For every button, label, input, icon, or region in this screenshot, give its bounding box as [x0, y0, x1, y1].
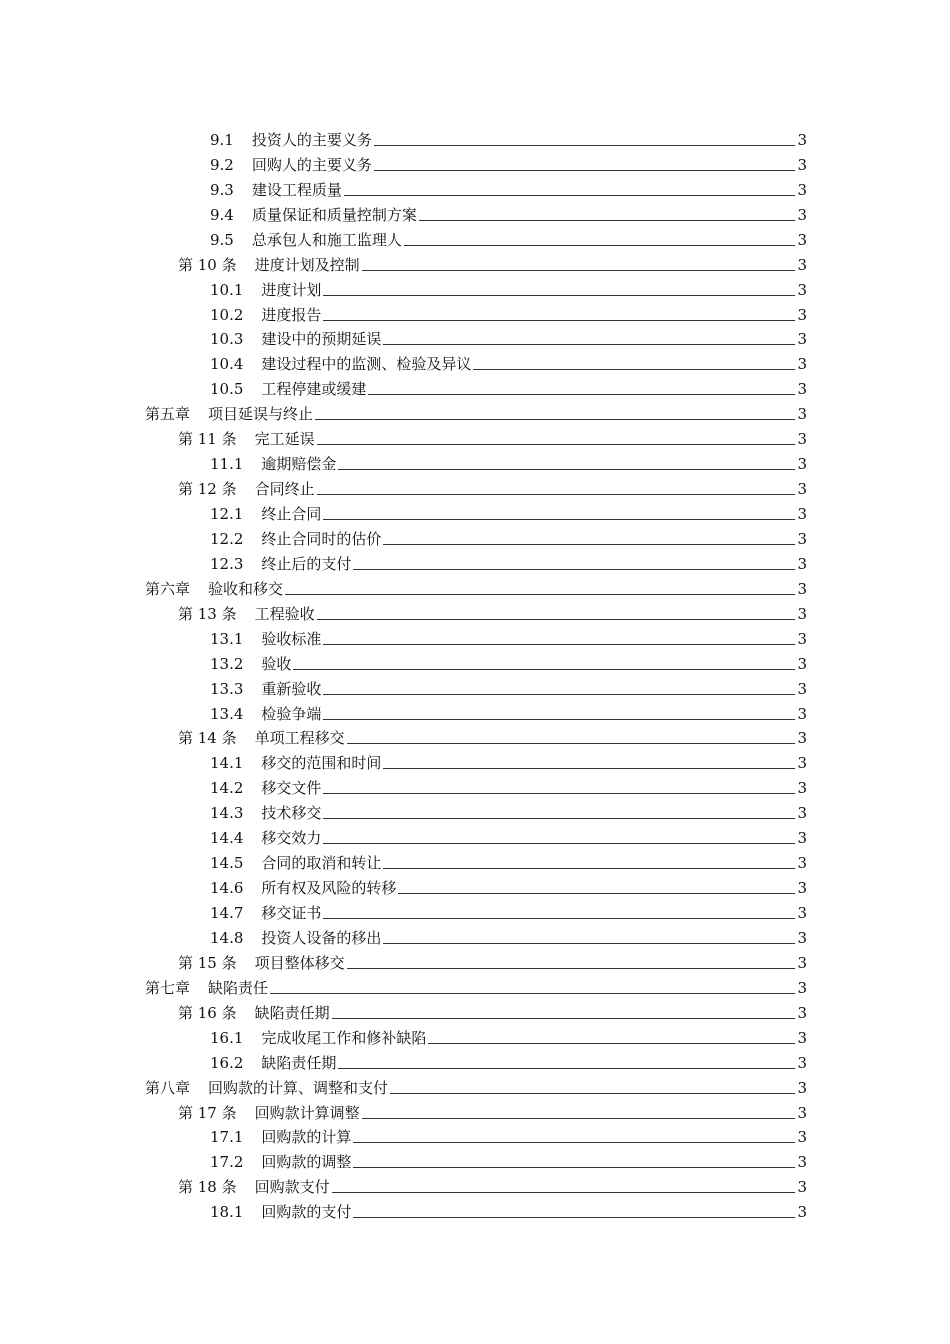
toc-entry-title: 建设过程中的监测、检验及异议: [261, 355, 472, 374]
toc-leader-line: [383, 768, 795, 769]
toc-page-number: 3: [797, 205, 807, 224]
toc-section-entry[interactable]: [0, 498, 950, 523]
toc-section-entry[interactable]: [0, 348, 950, 373]
toc-leader-line: [315, 419, 795, 420]
toc-entry-number: 14.6: [210, 879, 244, 898]
toc-entry-number: 10.1: [210, 280, 244, 299]
toc-page-number: 3: [797, 978, 807, 997]
toc-leader-line: [323, 694, 795, 695]
toc-entry-number: 第 18 条: [178, 1178, 237, 1197]
toc-article-entry[interactable]: [0, 598, 950, 623]
toc-section-entry[interactable]: [0, 174, 950, 199]
toc-leader-line: [428, 1043, 795, 1044]
toc-leader-line: [344, 195, 796, 196]
toc-page-number: 3: [797, 330, 807, 349]
toc-leader-line: [383, 344, 795, 345]
toc-page-number: 3: [797, 505, 807, 523]
toc-entry-title: 回购款的调整: [261, 1153, 352, 1172]
toc-section-entry[interactable]: [0, 299, 950, 324]
toc-section-entry[interactable]: [0, 648, 950, 673]
toc-entry-title: 总承包人和施工监理人: [251, 230, 402, 249]
toc-page-number: 3: [797, 1103, 807, 1122]
toc-section-entry[interactable]: [0, 1047, 950, 1072]
toc-entry-number: 第 10 条: [178, 255, 237, 274]
toc-entry-number: 第 17 条: [178, 1103, 237, 1122]
toc-section-entry[interactable]: [0, 797, 950, 822]
toc-entry-number: 12.1: [210, 505, 244, 523]
toc-entry-title: 移交的范围和时间: [261, 754, 382, 773]
toc-entry-title: 进度计划及控制: [254, 255, 360, 274]
toc-entry-number: 17.1: [210, 1128, 244, 1147]
toc-page-number: 3: [797, 130, 807, 149]
toc-page-number: 3: [797, 804, 807, 823]
toc-entry-title: 投资人设备的移出: [261, 928, 382, 947]
toc-chapter-entry[interactable]: [0, 972, 950, 997]
toc-entry-number: 第 13 条: [178, 604, 237, 623]
toc-leader-line: [374, 170, 796, 171]
toc-page-number: 3: [797, 1003, 807, 1022]
toc-entry-title: 单项工程移交: [254, 729, 345, 748]
toc-entry-title: 逾期赔偿金: [261, 455, 337, 474]
toc-leader-line: [347, 743, 796, 744]
toc-entry-number: 9.3: [210, 180, 234, 199]
toc-page-number: 3: [797, 1203, 807, 1222]
toc-leader-line: [323, 793, 795, 794]
toc-entry-title: 合同终止: [254, 480, 315, 499]
toc-section-entry[interactable]: [0, 199, 950, 224]
toc-section-entry[interactable]: [0, 448, 950, 473]
toc-page-number: 3: [797, 180, 807, 199]
toc-entry-title: 工程验收: [254, 604, 315, 623]
toc-leader-line: [323, 320, 795, 321]
toc-page-number: 3: [797, 904, 807, 922]
toc-section-entry[interactable]: [0, 523, 950, 548]
toc-entry-number: 14.7: [210, 904, 244, 922]
toc-leader-line: [383, 544, 795, 545]
toc-entry-number: 16.1: [210, 1028, 244, 1047]
toc-entry-number: 第 11 条: [178, 430, 237, 449]
toc-entry-title: 终止合同时的估价: [261, 529, 382, 548]
toc-section-entry[interactable]: [0, 897, 950, 922]
toc-page-number: 3: [797, 679, 807, 698]
toc-page-number: 3: [797, 754, 807, 773]
toc-leader-line: [390, 1093, 795, 1094]
toc-entry-title: 建设中的预期延误: [261, 330, 382, 349]
toc-leader-line: [383, 868, 795, 869]
toc-chapter-entry[interactable]: [0, 1072, 950, 1097]
toc-entry-title: 回购款的支付: [261, 1203, 352, 1222]
toc-entry-title: 建设工程质量: [251, 180, 342, 199]
toc-entry-title: 验收和移交: [208, 579, 284, 598]
toc-article-entry[interactable]: [0, 947, 950, 972]
toc-article-entry[interactable]: [0, 1097, 950, 1122]
toc-page-number: 3: [797, 455, 807, 474]
toc-entry-title: 合同的取消和转让: [261, 854, 382, 873]
toc-page-number: 3: [797, 1028, 807, 1047]
toc-leader-line: [285, 594, 795, 595]
toc-page-number: 3: [797, 255, 807, 274]
toc-page-number: 3: [797, 604, 807, 623]
toc-entry-title: 回购人的主要义务: [251, 155, 372, 174]
toc-page-number: 3: [797, 380, 807, 399]
table-of-contents: [0, 124, 950, 1221]
toc-leader-line: [353, 1142, 795, 1143]
toc-page-number: 3: [797, 629, 807, 648]
toc-entry-number: 13.4: [210, 704, 244, 723]
toc-leader-line: [323, 818, 795, 819]
toc-leader-line: [353, 1167, 795, 1168]
toc-page-number: 3: [797, 554, 807, 573]
toc-chapter-entry[interactable]: [0, 398, 950, 423]
toc-entry-title: 工程停建或缓建: [261, 380, 367, 399]
toc-leader-line: [332, 1018, 796, 1019]
toc-entry-number: 13.2: [210, 654, 244, 673]
toc-entry-title: 缺陷责任: [208, 978, 269, 997]
toc-leader-line: [323, 295, 795, 296]
toc-page-number: 3: [797, 529, 807, 548]
toc-leader-line: [317, 619, 796, 620]
toc-entry-number: 12.3: [210, 554, 244, 573]
toc-leader-line: [323, 918, 795, 919]
toc-entry-title: 项目整体移交: [254, 953, 345, 972]
toc-entry-number: 9.1: [210, 130, 234, 149]
toc-entry-number: 第六章: [145, 579, 191, 598]
toc-entry-title: 完成收尾工作和修补缺陷: [261, 1028, 427, 1047]
toc-page-number: 3: [797, 305, 807, 324]
toc-article-entry[interactable]: [0, 1171, 950, 1196]
toc-entry-number: 14.3: [210, 804, 244, 823]
toc-leader-line: [419, 220, 796, 221]
toc-page-number: 3: [797, 1178, 807, 1197]
toc-article-entry[interactable]: [0, 723, 950, 748]
toc-section-entry[interactable]: [0, 373, 950, 398]
toc-entry-number: 第 14 条: [178, 729, 237, 748]
toc-entry-title: 完工延误: [254, 430, 315, 449]
toc-section-entry[interactable]: [0, 1146, 950, 1171]
toc-leader-line: [398, 893, 795, 894]
toc-entry-title: 检验争端: [261, 704, 322, 723]
toc-section-entry[interactable]: [0, 274, 950, 299]
toc-section-entry[interactable]: [0, 922, 950, 947]
toc-section-entry[interactable]: [0, 822, 950, 847]
toc-leader-line: [347, 968, 796, 969]
toc-leader-line: [317, 494, 796, 495]
toc-section-entry[interactable]: [0, 623, 950, 648]
toc-entry-title: 验收: [261, 654, 292, 673]
toc-article-entry[interactable]: [0, 997, 950, 1022]
toc-entry-number: 第七章: [145, 978, 191, 997]
toc-article-entry[interactable]: [0, 249, 950, 274]
toc-entry-number: 16.2: [210, 1053, 244, 1072]
toc-entry-title: 回购款的计算、调整和支付: [208, 1078, 389, 1097]
toc-section-entry[interactable]: [0, 124, 950, 149]
toc-entry-number: 17.2: [210, 1153, 244, 1172]
toc-section-entry[interactable]: [0, 747, 950, 772]
toc-page-number: 3: [797, 854, 807, 873]
toc-entry-number: 第 15 条: [178, 953, 237, 972]
toc-leader-line: [368, 394, 795, 395]
toc-page-number: 3: [797, 480, 807, 499]
toc-page-number: 3: [797, 1153, 807, 1172]
toc-leader-line: [338, 469, 795, 470]
toc-page-number: 3: [797, 280, 807, 299]
toc-article-entry[interactable]: [0, 423, 950, 448]
toc-page-number: 3: [797, 1053, 807, 1072]
toc-entry-number: 9.4: [210, 205, 234, 224]
toc-leader-line: [323, 519, 795, 520]
toc-leader-line: [293, 669, 795, 670]
toc-page-number: 3: [797, 355, 807, 374]
toc-page-number: 3: [797, 1078, 807, 1097]
toc-entry-title: 回购款计算调整: [254, 1103, 360, 1122]
toc-entry-number: 10.2: [210, 305, 244, 324]
toc-leader-line: [383, 943, 795, 944]
toc-entry-number: 13.3: [210, 679, 244, 698]
toc-page-number: 3: [797, 155, 807, 174]
toc-entry-title: 进度报告: [261, 305, 322, 324]
toc-chapter-entry[interactable]: [0, 573, 950, 598]
toc-section-entry[interactable]: [0, 324, 950, 349]
toc-section-entry[interactable]: [0, 1122, 950, 1147]
toc-leader-line: [353, 569, 795, 570]
toc-entry-title: 移交证书: [261, 904, 322, 922]
toc-entry-number: 9.5: [210, 230, 234, 249]
toc-entry-title: 项目延误与终止: [208, 405, 314, 424]
toc-section-entry[interactable]: [0, 847, 950, 872]
toc-leader-line: [270, 993, 795, 994]
toc-entry-title: 回购款支付: [254, 1178, 330, 1197]
toc-page-number: 3: [797, 729, 807, 748]
toc-page-number: 3: [797, 654, 807, 673]
toc-leader-line: [473, 369, 795, 370]
toc-entry-title: 验收标准: [261, 629, 322, 648]
toc-entry-number: 10.5: [210, 380, 244, 399]
toc-section-entry[interactable]: [0, 149, 950, 174]
toc-page-number: 3: [797, 405, 807, 424]
toc-section-entry[interactable]: [0, 673, 950, 698]
toc-page-number: 3: [797, 829, 807, 848]
toc-entry-number: 14.2: [210, 779, 244, 798]
toc-entry-number: 第 12 条: [178, 480, 237, 499]
toc-section-entry[interactable]: [0, 698, 950, 723]
toc-leader-line: [362, 1118, 796, 1119]
toc-page-number: 3: [797, 1128, 807, 1147]
toc-entry-title: 质量保证和质量控制方案: [251, 205, 417, 224]
toc-entry-title: 缺陷责任期: [261, 1053, 337, 1072]
toc-section-entry[interactable]: [0, 1196, 950, 1221]
toc-leader-line: [323, 719, 795, 720]
toc-page-number: 3: [797, 953, 807, 972]
toc-entry-number: 第五章: [145, 405, 191, 424]
toc-entry-title: 重新验收: [261, 679, 322, 698]
toc-entry-number: 第八章: [145, 1078, 191, 1097]
toc-page-number: 3: [797, 779, 807, 798]
toc-entry-number: 12.2: [210, 529, 244, 548]
toc-leader-line: [404, 245, 796, 246]
toc-page-number: 3: [797, 430, 807, 449]
toc-entry-number: 18.1: [210, 1203, 244, 1222]
toc-article-entry[interactable]: [0, 473, 950, 498]
toc-section-entry[interactable]: [0, 872, 950, 897]
toc-leader-line: [338, 1068, 795, 1069]
toc-entry-number: 第 16 条: [178, 1003, 237, 1022]
toc-entry-number: 14.5: [210, 854, 244, 873]
toc-entry-title: 所有权及风险的转移: [261, 879, 397, 898]
toc-section-entry[interactable]: [0, 1022, 950, 1047]
toc-entry-title: 移交效力: [261, 829, 322, 848]
toc-entry-number: 14.8: [210, 928, 244, 947]
toc-leader-line: [323, 843, 795, 844]
toc-entry-number: 10.4: [210, 355, 244, 374]
toc-section-entry[interactable]: [0, 772, 950, 797]
toc-entry-number: 11.1: [210, 455, 244, 474]
toc-entry-title: 进度计划: [261, 280, 322, 299]
toc-entry-title: 移交文件: [261, 779, 322, 798]
toc-entry-number: 10.3: [210, 330, 244, 349]
toc-entry-number: 13.1: [210, 629, 244, 648]
toc-page-number: 3: [797, 928, 807, 947]
toc-leader-line: [317, 444, 796, 445]
toc-entry-number: 14.4: [210, 829, 244, 848]
toc-entry-title: 投资人的主要义务: [251, 130, 372, 149]
toc-entry-title: 技术移交: [261, 804, 322, 823]
toc-page-number: 3: [797, 230, 807, 249]
toc-leader-line: [374, 145, 796, 146]
toc-section-entry[interactable]: [0, 548, 950, 573]
toc-page-number: 3: [797, 579, 807, 598]
toc-leader-line: [353, 1217, 795, 1218]
toc-entry-number: 14.1: [210, 754, 244, 773]
toc-entry-title: 终止后的支付: [261, 554, 352, 573]
toc-leader-line: [362, 270, 796, 271]
toc-entry-title: 回购款的计算: [261, 1128, 352, 1147]
toc-leader-line: [332, 1192, 796, 1193]
toc-page-number: 3: [797, 879, 807, 898]
toc-page-number: 3: [797, 704, 807, 723]
toc-section-entry[interactable]: [0, 224, 950, 249]
toc-entry-title: 终止合同: [261, 505, 322, 523]
toc-entry-title: 缺陷责任期: [254, 1003, 330, 1022]
toc-entry-number: 9.2: [210, 155, 234, 174]
toc-leader-line: [323, 644, 795, 645]
